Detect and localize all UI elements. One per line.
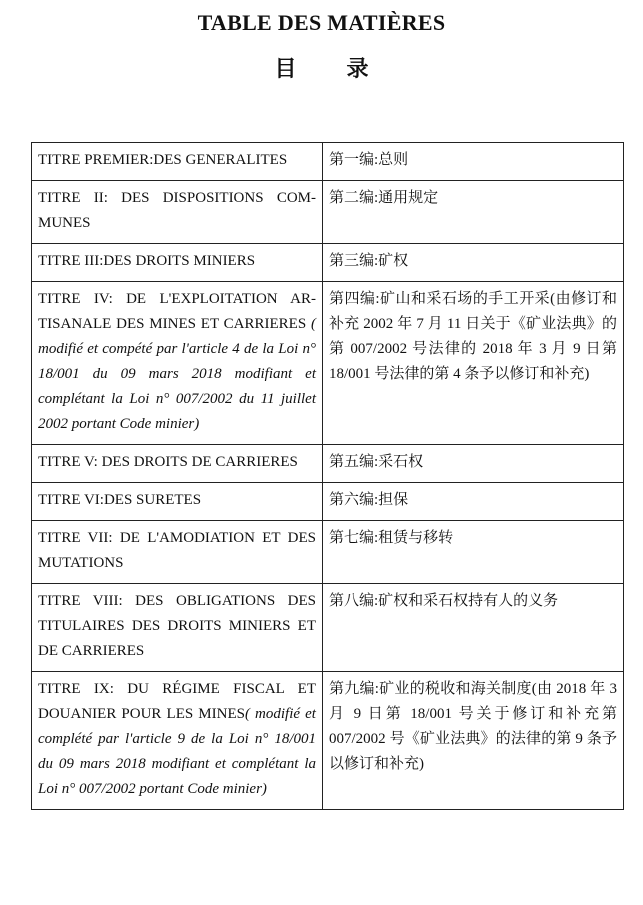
toc-entry-french [32, 244, 323, 282]
toc-entry-french [32, 143, 323, 181]
toc-entry-chinese: 第五编:采石权 [323, 445, 624, 483]
toc-entry-french [32, 672, 323, 810]
toc-entry-french [32, 181, 323, 244]
toc-title-french: TITRE III:DES DROITS MINIERS [38, 253, 256, 269]
page-title-chinese [0, 52, 643, 83]
toc-note-french: ( modifié et complété par l'article 9 de la Loi n° 18/001 du 09 mars 2018 modifiant et complétant la Loi n° 007/2002 portant Code minier) [38, 706, 316, 797]
toc-title-french: TITRE II: DES DISPOSITIONS COMMUNES [38, 190, 316, 231]
table-row [32, 282, 624, 445]
table-row [32, 521, 624, 584]
table-row [32, 181, 624, 244]
toc-entry-chinese: 第八编:矿权和采石权持有人的义务 [323, 584, 624, 672]
toc-title-french: TITRE IV: DE L'EXPLOITATION ARTISANALE DES MINES ET CARRIERES [38, 291, 316, 332]
toc-entry-chinese: 第九编:矿业的税收和海关制度(由 2018 年 3 月 9 日第 18/001 号关于修订和补充第 007/2002 号《矿业法典》的法律的第 9 条予以修订和补充) [323, 672, 624, 810]
table-row [32, 244, 624, 282]
toc-entry-chinese: 第七编:租赁与移转 [323, 521, 624, 584]
table-row [32, 672, 624, 810]
toc-entry-chinese: 第六编:担保 [323, 483, 624, 521]
toc-entry-chinese: 第一编:总则 [323, 143, 624, 181]
toc-title-french: TITRE VII: DE L'AMODIATION ET DES MUTATIONS [38, 530, 316, 571]
toc-entry-french [32, 521, 323, 584]
table-row [32, 483, 624, 521]
toc-title-french: TITRE IX: DU RÉGIME FISCAL ET DOUANIER POUR LES MINES [38, 681, 316, 722]
toc-entry-chinese: 第四编:矿山和采石场的手工开采(由修订和补充 2002 年 7 月 11 日关于《矿业法典》的第 007/2002 号法律的 2018 年 3 月 9 日第 18/001 号法律的第 4 条予以修订和补充) [323, 282, 624, 445]
toc-title-french: TITRE VI:DES SURETES [38, 492, 202, 508]
toc-entry-chinese: 第二编:通用规定 [323, 181, 624, 244]
toc-entry-french [32, 584, 323, 672]
toc-title-french: TITRE V: DES DROITS DE CARRIERES [38, 454, 298, 470]
toc-entry-french [32, 483, 323, 521]
table-row [32, 143, 624, 181]
table-of-contents [31, 142, 624, 810]
page-title-chinese-char-1: 目 [274, 56, 297, 81]
toc-entry-french [32, 282, 323, 445]
toc-note-french: ( modifié et compété par l'article 4 de la Loi n° 18/001 du 09 mars 2018 modifiant et complétant la Loi n° 007/2002 du 11 juillet 2002 portant Code minier) [38, 316, 316, 432]
page-title: TABLE DES MATIÈRES [197, 10, 446, 35]
table-row [32, 584, 624, 672]
page-title-chinese-char-2: 录 [346, 56, 369, 81]
toc-entry-french [32, 445, 323, 483]
toc-title-french: TITRE VIII: DES OBLIGATIONS DES TITULAIRES DES DROITS MINIERS ET DE CARRIERES [38, 593, 316, 659]
toc-entry-chinese: 第三编:矿权 [323, 244, 624, 282]
toc-title-french: TITRE PREMIER:DES GENERALITES [38, 152, 288, 168]
table-row [32, 445, 624, 483]
